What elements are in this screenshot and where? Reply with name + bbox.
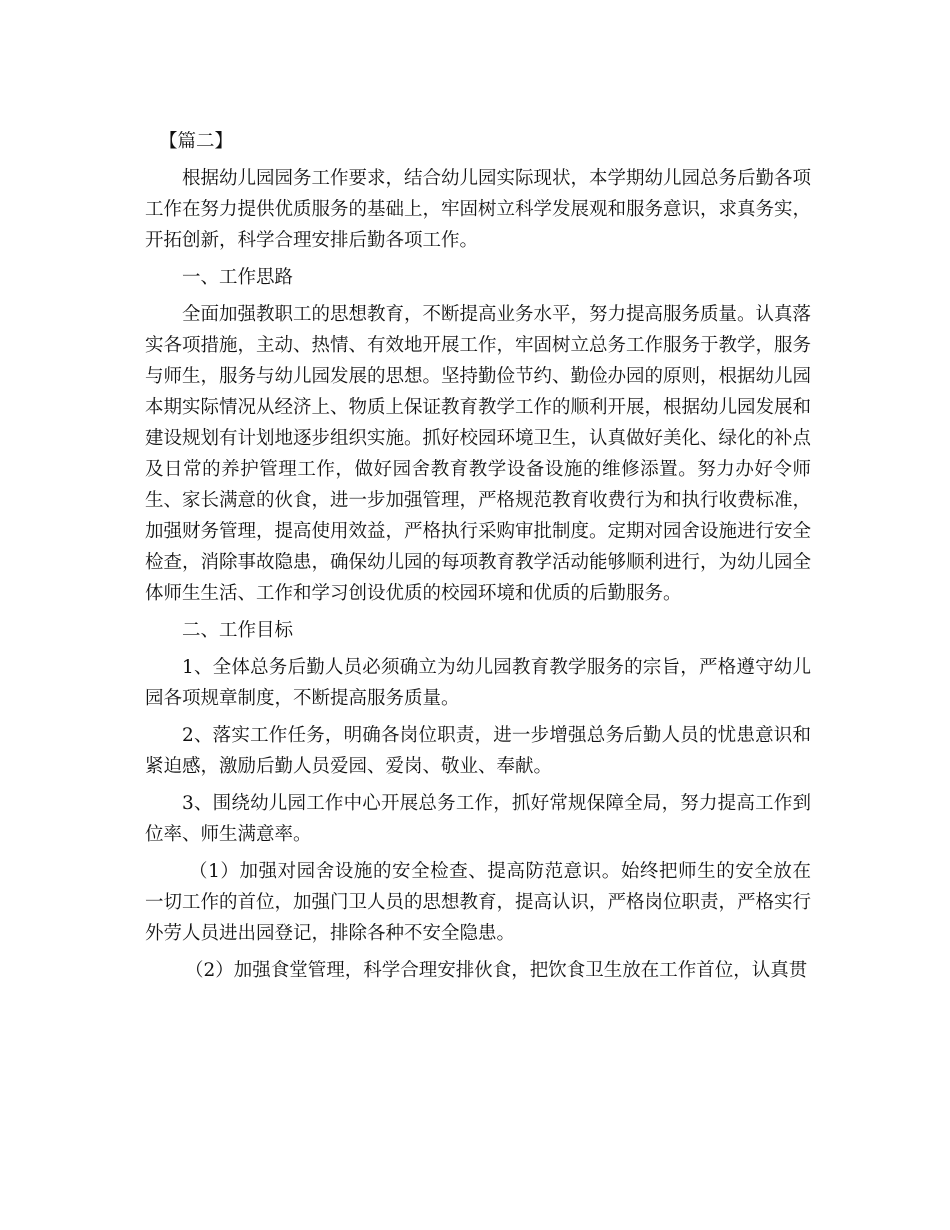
- intro-paragraph: 根据幼儿园园务工作要求，结合幼儿园实际现状，本学期幼儿园总务后勤各项工作在努力提供优质服务的基础上，牢固树立科学发展观和服务意识，求真务实，开拓创新，科学合理安排后勤各项工作。: [145, 168, 812, 251]
- goal-item-3: 3、围绕幼儿园工作中心开展总务工作，抓好常规保障全局，努力提高工作到位率、师生满意率。: [145, 793, 811, 845]
- section-label: 【篇二】: [159, 131, 234, 152]
- work-approach-paragraph: 全面加强教职工的思想教育，不断提高业务水平，努力提高服务质量。认真落实各项措施，主动、热情、有效地开展工作，牢固树立总务工作服务于教学，服务与师生，服务与幼儿园发展的思想。坚持勤俭节约、勤俭办园的原则，根据幼儿园本期实际情况从经济上、物质上保证教育教学工作的顺利开展，根据幼儿园发展和建设规划有计划地逐步组织实施。抓好校园环境卫生，认真做好美化、绿化的补点及日常的养护管理工作，做好园舍教育教学设备设施的维修添置。努力办好令师生、家长满意的伙食，进一步加强管理，严格规范教育收费行为和执行收费标准，加强财务管理，提高使用效益，严格执行采购审批制度。定期对园舍设施进行安全检查，消除事故隐患，确保幼儿园的每项教育教学活动能够顺利进行，为幼儿园全体师生生活、工作和学习创设优质的校园环境和优质的后勤服务。: [145, 304, 812, 604]
- heading-work-goals: 二、工作目标: [182, 620, 294, 641]
- goal-item-2: 2、落实工作任务，明确各岗位职责，进一步增强总务后勤人员的忧患意识和紧迫感，激励后勤人员爱园、爱岗、敬业、奉献。: [145, 725, 811, 777]
- goal-item-1: 1、全体总务后勤人员必须确立为幼儿园教育教学服务的宗旨，严格遵守幼儿园各项规章制度，不断提高服务质量。: [145, 657, 811, 709]
- document-body: [145, 126, 811, 992]
- goal-subitem-2: （2）加强食堂管理，科学合理安排伙食，把饮食卫生放在工作首位，认真贯: [185, 960, 808, 981]
- goal-subitem-1: （1）加强对园舍设施的安全检查、提高防范意识。始终把师生的安全放在一切工作的首位，加强门卫人员的思想教育，提高认识，严格岗位职责，严格实行外劳人员进出园登记，排除各种不安全隐患。: [145, 861, 812, 944]
- heading-work-approach: 一、工作思路: [182, 267, 294, 288]
